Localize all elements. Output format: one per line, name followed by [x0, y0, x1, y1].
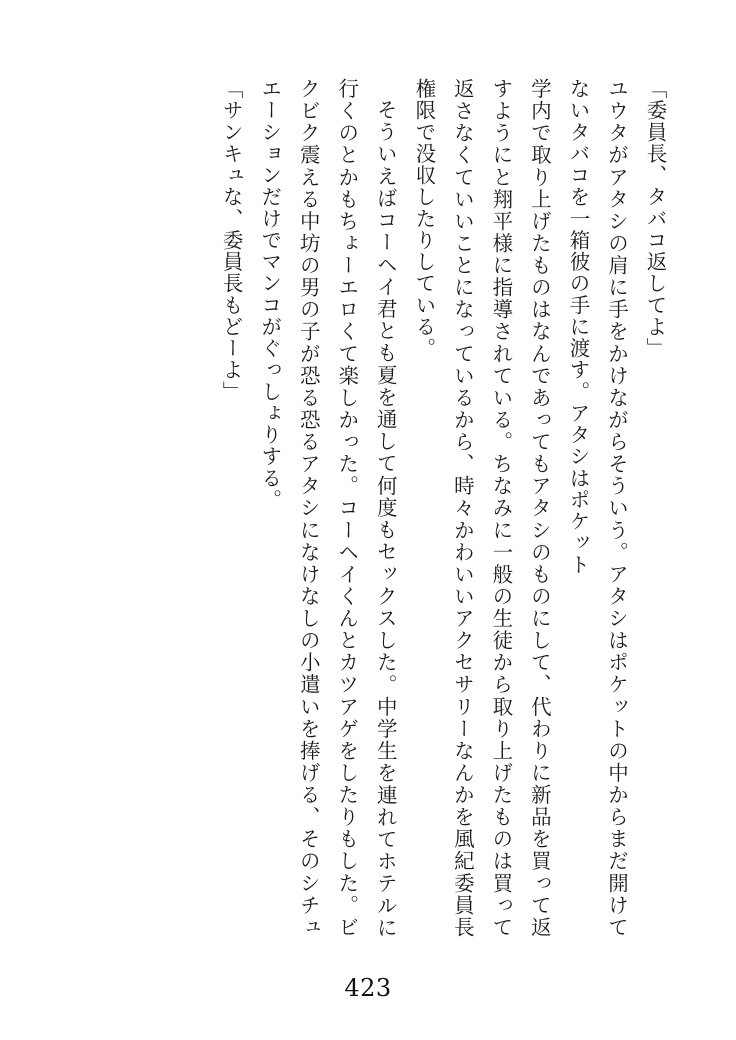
page-number: 423: [344, 974, 392, 1002]
body-text: [62, 78, 674, 938]
paragraph: 学内で取り上げたものはなんであってもアタシのものにして、代わりに新品を買って返すようにと翔平様に指導されている。ちなみに一般の生徒から取り上げたものは買って返さなくていいことになっているから、時々かわいいアクセサリーなんかを風紀委員長権限で没収したりしている。: [411, 78, 552, 938]
paragraph: そういえばコーヘイ君とも夏を通して何度もセックスした。中学生を連れてホテルに行くのとかもちょーエロくて楽しかった。コーヘイくんとカツアゲをしたりもした。ビクビク震える中坊の男の子が恐る恐るアタシになけなしの小遣いを捧げる、そのシチュエーションだけでマンコがぐっしょりする。: [257, 78, 398, 938]
paragraph: ユウタがアタシの肩に手をかけながらそういう。アタシはポケットの中からまだ開けてないタバコを一箱彼の手に渡す。アタシはポケット: [565, 78, 629, 938]
paragraph: 「サンキュな、委員長もどーよ」: [219, 78, 244, 403]
paragraph: 「委員長、タバコ返してよ」: [643, 78, 667, 360]
